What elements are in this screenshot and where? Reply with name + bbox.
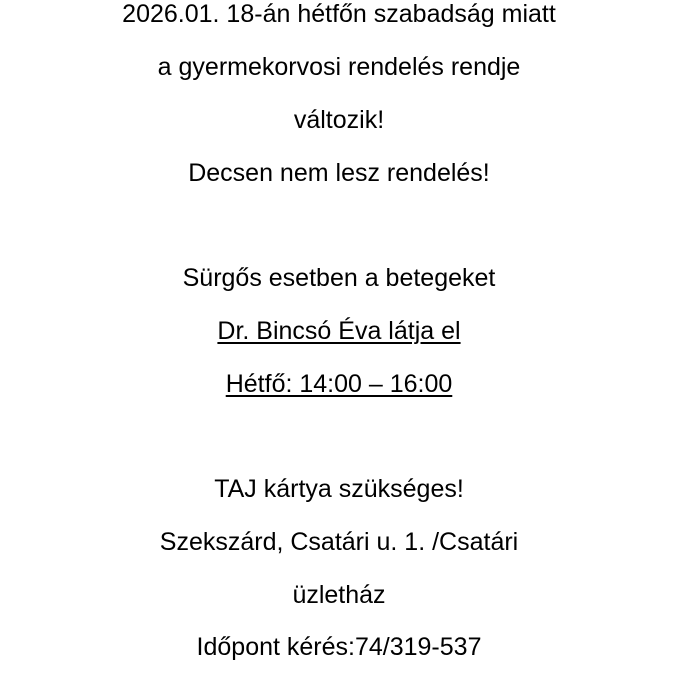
notice-taj-line <box>0 474 678 504</box>
notice-appointment-line <box>0 632 678 662</box>
notice-taj-text: TAJ kártya szükséges! <box>214 475 464 503</box>
notice-changes-text: változik! <box>293 106 385 134</box>
notice-date-line <box>0 0 678 29</box>
notice-doctor-text: Dr. Bincsó Éva látja el <box>217 317 461 345</box>
notice-doctor-line <box>0 316 678 346</box>
notice-building-text: üzletház <box>292 581 386 609</box>
notice-no-office-text: Decsen nem lesz rendelés! <box>188 159 490 187</box>
notice-address-text: Szekszárd, Csatári u. 1. /Csatári <box>159 528 519 556</box>
notice-changes-line <box>0 105 678 135</box>
notice-urgent-text: Sürgős esetben a betegeket <box>182 264 496 292</box>
notice-hours-line <box>0 369 678 399</box>
notice-address-line <box>0 527 678 557</box>
notice-change-text: a gyermekorvosi rendelés rendje <box>157 53 521 81</box>
notice-date-text: 2026.01. 18-án hétfőn szabadság miatt <box>122 0 556 28</box>
notice-hours-text: Hétfő: 14:00 – 16:00 <box>225 370 453 398</box>
notice-building-line <box>0 580 678 610</box>
notice-change-line <box>0 52 678 82</box>
notice-no-office-line <box>0 158 678 188</box>
notice-appointment-text: Időpont kérés:74/319-537 <box>196 633 482 661</box>
notice-urgent-line <box>0 263 678 293</box>
